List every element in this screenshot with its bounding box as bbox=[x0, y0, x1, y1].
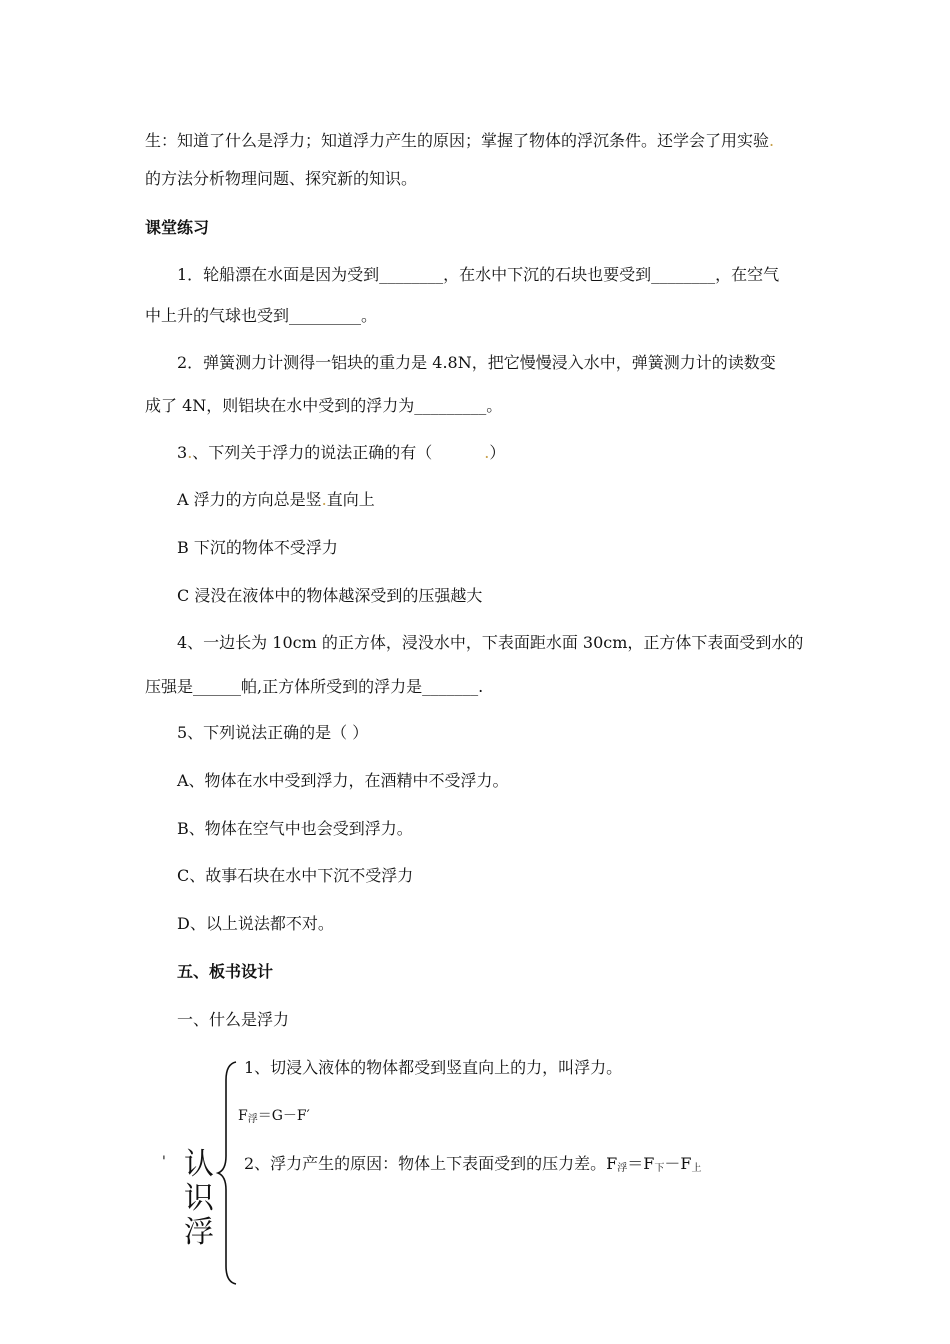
option-c: C、故事石块在水中下沉不受浮力 bbox=[177, 866, 414, 885]
subheading-what-is-buoyancy: 一、什么是浮力 bbox=[177, 1010, 290, 1029]
text-line: 压强是______帕,正方体所受到的浮力是_______. bbox=[145, 677, 484, 696]
option-c: C 浸没在液体中的物体越深受到的压强越大 bbox=[177, 586, 483, 605]
curly-brace-icon bbox=[214, 1060, 240, 1286]
board-line-cause: 2、浮力产生的原因：物体上下表面受到的压力差。$F_浮=F_下-F_上$ bbox=[244, 1154, 702, 1174]
section-heading-board: 五、板书设计 bbox=[177, 962, 274, 981]
text-line: 成了 4N，则铝块在水中受到的浮力为_________。 bbox=[145, 396, 503, 415]
text-line: 生：知道了什么是浮力；知道浮力产生的原因；掌握了物体的浮沉条件。还学会了用实验. bbox=[145, 131, 775, 150]
text-line: 5、下列说法正确的是（ ） bbox=[177, 723, 369, 742]
formula-weighing: $F_浮=G-F'$ bbox=[238, 1108, 310, 1125]
text-line: 4、一边长为 10cm 的正方体，浸没水中，下表面距水面 30cm，正方体下表面受到水的 bbox=[177, 633, 804, 652]
mark-dot: . bbox=[769, 131, 775, 150]
text-line: 的方法分析物理问题、探究新的知识。 bbox=[145, 169, 418, 188]
text-line: 1．轮船漂在水面是因为受到________，在水中下沉的石块也要受到________，在空气 bbox=[177, 265, 780, 284]
section-heading-practice: 课堂练习 bbox=[145, 218, 210, 237]
board-line-definition: 1、切浸入液体的物体都受到竖直向上的力，叫浮力。 bbox=[244, 1058, 623, 1077]
text-line: 中上升的气球也受到_________。 bbox=[145, 306, 378, 325]
option-a: A 浮力的方向总是竖.直向上 bbox=[177, 490, 375, 509]
option-b: B 下沉的物体不受浮力 bbox=[177, 538, 338, 557]
tick-mark: ' bbox=[162, 1154, 166, 1170]
vertical-char: 浮 bbox=[184, 1215, 214, 1250]
vertical-char: 认 bbox=[184, 1147, 214, 1182]
option-d: D、以上说法都不对。 bbox=[177, 914, 334, 933]
option-a: A、物体在水中受到浮力，在酒精中不受浮力。 bbox=[177, 771, 509, 790]
vertical-char: 识 bbox=[184, 1181, 214, 1216]
option-b: B、物体在空气中也会受到浮力。 bbox=[177, 819, 413, 838]
text-line: 3.、下列关于浮力的说法正确的有（ .） bbox=[177, 443, 506, 462]
text-line: 2．弹簧测力计测得一铝块的重力是 4.8N，把它慢慢浸入水中，弹簧测力计的读数变 bbox=[177, 353, 776, 372]
